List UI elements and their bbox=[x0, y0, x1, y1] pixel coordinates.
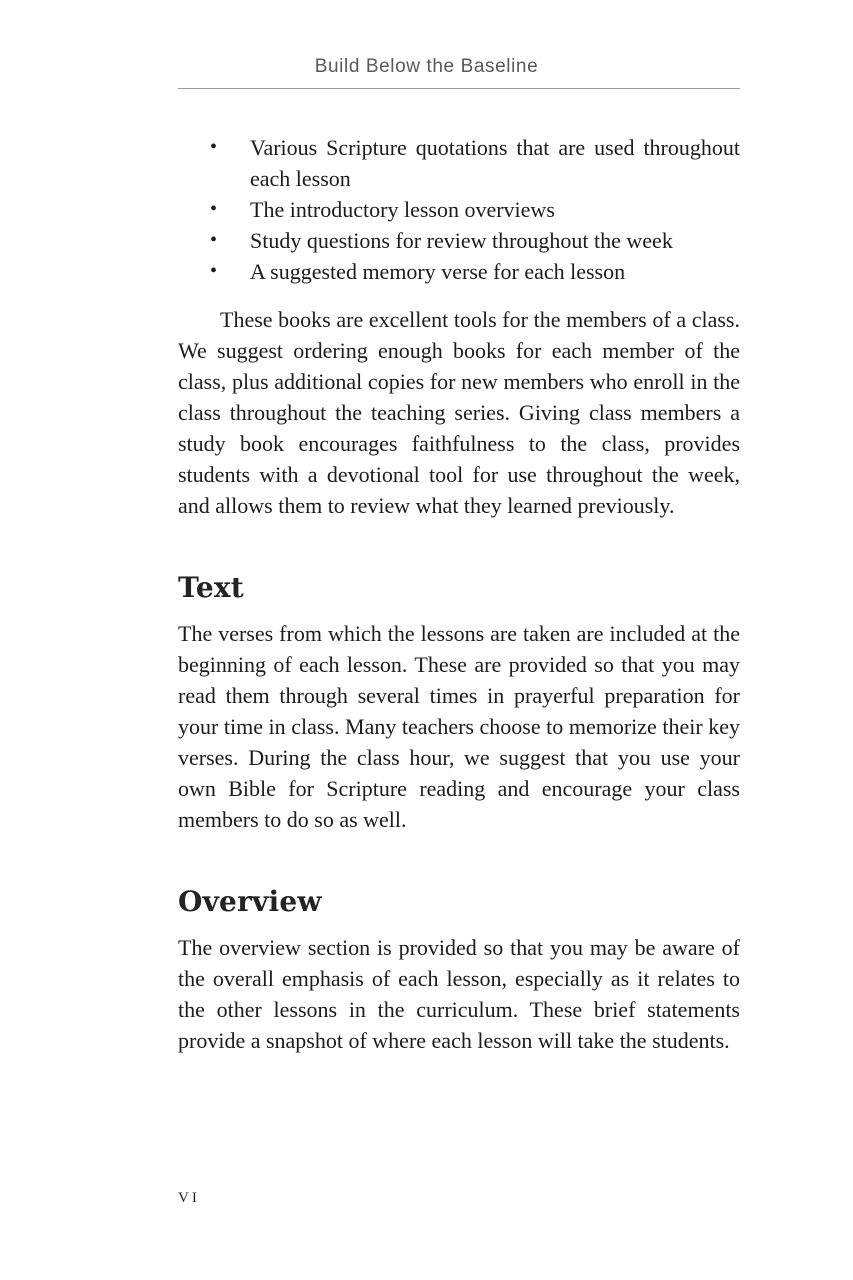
bullet-icon: • bbox=[210, 229, 218, 251]
header-rule bbox=[178, 88, 740, 89]
running-header: Build Below the Baseline bbox=[314, 56, 539, 77]
bullet-icon: • bbox=[210, 260, 218, 282]
list-item-text: Study questions for review throughout the week bbox=[250, 228, 673, 253]
list-item bbox=[178, 225, 740, 256]
list-item bbox=[178, 132, 740, 194]
section-paragraph-text: The verses from which the lessons are taken are included at the beginning of each lesson. These are provided so that you may read them through several times in prayerful preparation for your time in class. Many teachers choose to memorize their key verses. During the class hour, we suggest that you use your own Bible for Scripture reading and encourage your class members to do so as well. bbox=[178, 621, 740, 832]
list-item-text: The introductory lesson overviews bbox=[250, 197, 555, 222]
page-content bbox=[178, 120, 740, 1056]
intro-paragraph: These books are excellent tools for the members of a class. We suggest ordering enough books for each member of the class, plus additional copies for new members who enroll in the class throughout the teaching series. Giving class members a study book encourages faithfulness to the class, provides students with a devotional tool for use throughout the week, and allows them to review what they learned previously. bbox=[178, 307, 740, 518]
section-heading-overview: Overview bbox=[178, 885, 322, 918]
section-heading-text: Text bbox=[178, 571, 244, 604]
list-item bbox=[178, 194, 740, 225]
bullet-icon: • bbox=[210, 198, 218, 220]
bullet-list bbox=[178, 132, 740, 287]
list-item bbox=[178, 256, 740, 287]
section-paragraph-overview: The overview section is provided so that you may be aware of the overall emphasis of each lesson, especially as it relates to the other lessons in the curriculum. These brief statements provide a snapshot of where each lesson will take the students. bbox=[178, 935, 740, 1053]
list-item-text: Various Scripture quotations that are used throughout each lesson bbox=[250, 135, 740, 191]
page-number: VI bbox=[178, 1190, 200, 1206]
list-item-text: A suggested memory verse for each lesson bbox=[250, 259, 626, 284]
bullet-icon: • bbox=[210, 136, 218, 158]
